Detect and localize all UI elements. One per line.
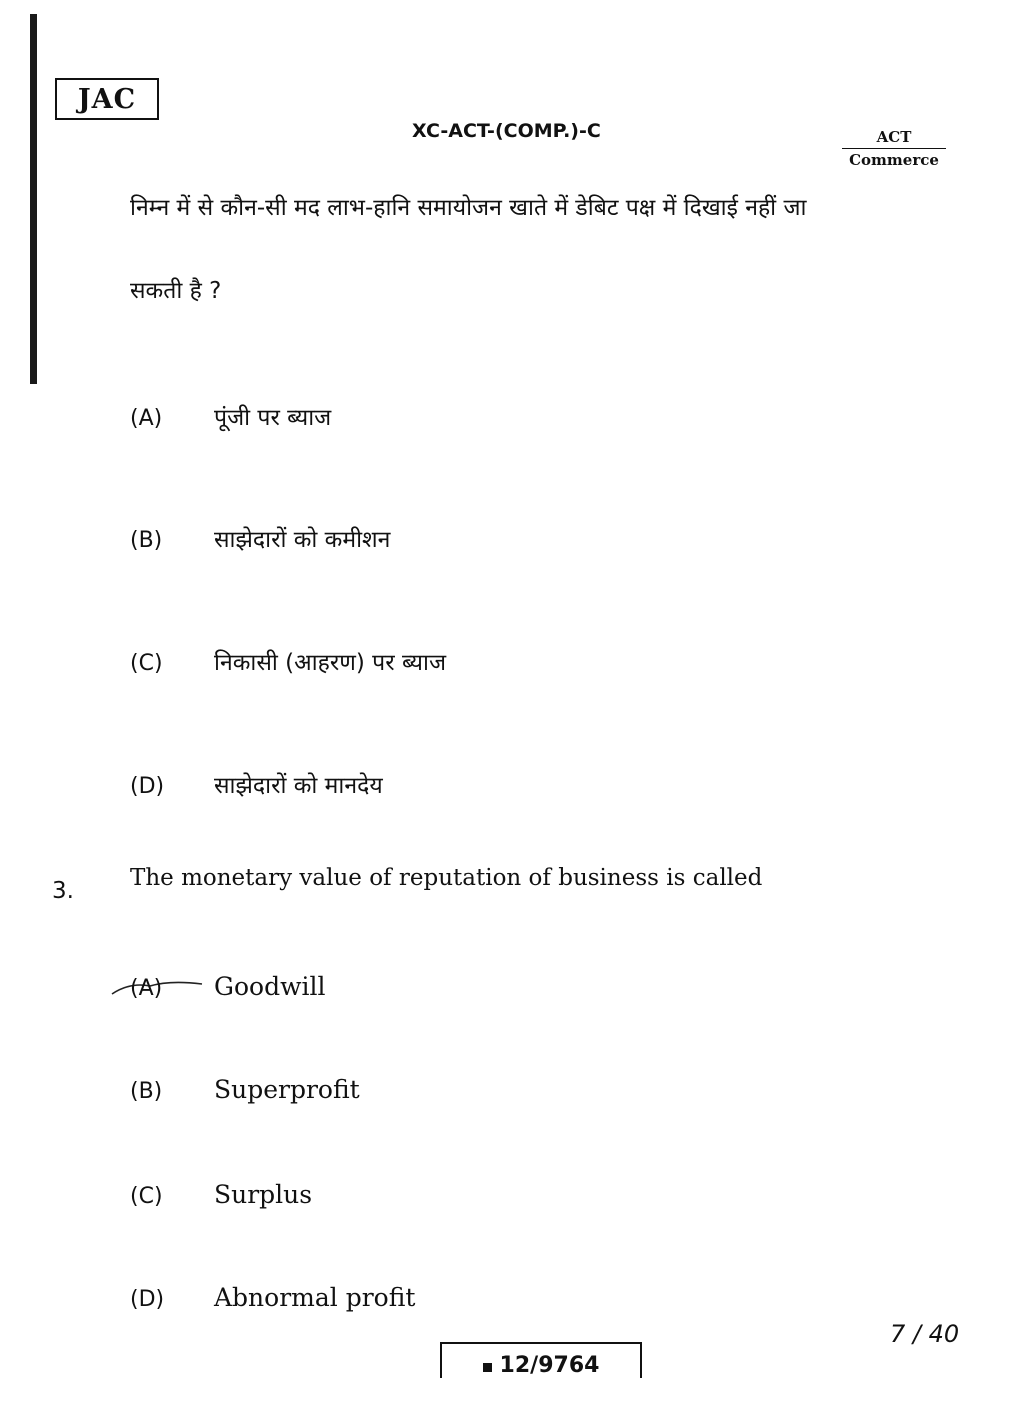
q3-option-b (130, 1075, 360, 1104)
option-label: (C) (130, 651, 163, 676)
q3-option-d (130, 1283, 415, 1312)
hindi-option-a (130, 400, 331, 432)
board-label: JAC (77, 83, 137, 115)
q3-option-a (130, 972, 325, 1001)
margin-bar (30, 14, 37, 384)
option-label: (D) (130, 774, 165, 799)
option-text: पूंजी पर ब्याज (214, 405, 332, 431)
page-number: 7 / 40 (890, 1320, 960, 1348)
option-text: Goodwill (214, 972, 326, 1001)
q3-option-c (130, 1180, 312, 1209)
hindi-question-line-1: निम्न में से कौन-सी मद लाभ-हानि समायोजन खाते में डेबिट पक्ष में दिखाई नहीं जा (130, 195, 807, 221)
paper-code: XC-ACT-(COMP.)-C (412, 120, 601, 142)
option-label: (A) (130, 976, 163, 1001)
subject-block (842, 128, 946, 169)
subject-code: ACT (842, 128, 946, 149)
subject-name: Commerce (849, 151, 939, 169)
question-number: 3. (52, 878, 74, 904)
booklet-code-box (440, 1342, 642, 1378)
hindi-option-b (130, 522, 390, 554)
option-label: (B) (130, 1079, 163, 1104)
option-text: निकासी (आहरण) पर ब्याज (214, 650, 447, 676)
option-text: Surplus (214, 1180, 313, 1209)
square-bullet-icon (483, 1363, 492, 1372)
hindi-option-c (130, 645, 446, 677)
option-label: (D) (130, 1287, 165, 1312)
option-text: Abnormal profit (214, 1283, 416, 1312)
option-label: (C) (130, 1184, 163, 1209)
option-text: साझेदारों को मानदेय (214, 773, 383, 799)
booklet-code: 12/9764 (499, 1353, 600, 1378)
board-label-box (55, 78, 159, 120)
option-label: (A) (130, 406, 163, 431)
option-label: (B) (130, 528, 163, 553)
hindi-option-d (130, 768, 383, 800)
hindi-question-line-2: सकती है ? (130, 278, 222, 304)
question-3-text: The monetary value of reputation of business is called (130, 865, 763, 891)
option-text: Superprofit (214, 1075, 360, 1104)
option-text: साझेदारों को कमीशन (214, 527, 391, 553)
